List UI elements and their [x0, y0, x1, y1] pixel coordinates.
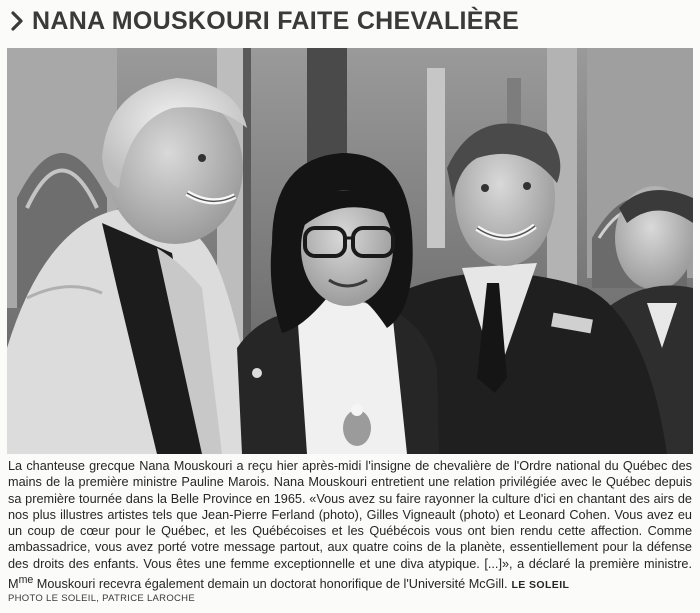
title-abbreviation: me [18, 574, 34, 587]
byline: LE SOLEIL [511, 579, 570, 592]
headline-text: NANA MOUSKOURI FAITE CHEVALIÈRE [32, 6, 520, 35]
news-photo [7, 48, 693, 454]
headline [10, 4, 519, 38]
photo-credit: PHOTO LE SOLEIL, PATRICE LAROCHE [8, 593, 195, 604]
chevron-right-icon [10, 10, 24, 32]
article-body-text-end: Mouskouri recevra également demain un doctorat honorifique de l'Université McGill. [33, 577, 508, 592]
article-body [8, 458, 692, 594]
article-body-text: La chanteuse grecque Nana Mouskouri a reçu hier après-midi l'insigne de chevalière de l'Ordre national du Québec des mains de la première ministre Pauline Marois. Nana Mouskouri entretient une relation privilégiée avec le Québec depuis sa première tournée dans la Belle Province en 1965. «Vous avez su faire rayonner la culture d'ici en chantant des airs de nos plus illustres artistes tels que Jean-Pierre Ferland (photo), Gilles Vigneault (photo) et Leonard Cohen. Vous avez eu un coup de cœur pour le Québec, et les Québécoises et les Québécois vous ont bien rendu cette affection. Comme ambassadrice, vous avez porté votre message partout, aux quatre coins de la planète, essentiellement pour la défense des droits des enfants. Vous êtes une femme exceptionnelle et une diva atypique. [...]», a déclaré la première ministre. M [8, 459, 692, 592]
